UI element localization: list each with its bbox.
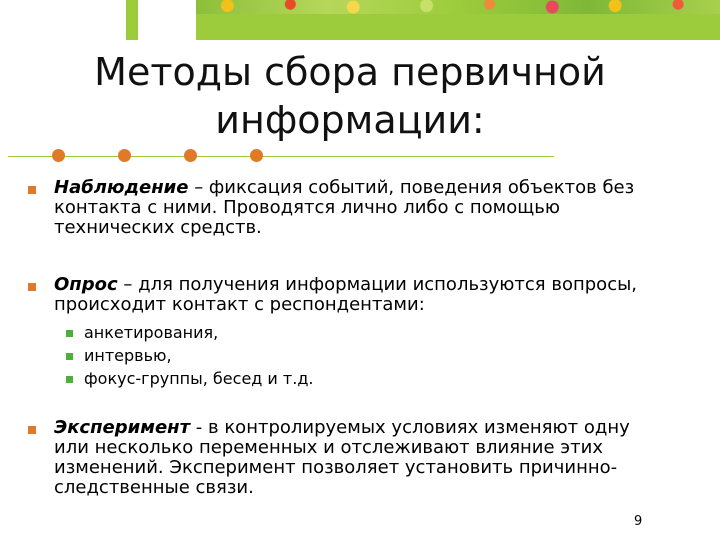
banner-blank <box>0 0 126 40</box>
item-separator: – <box>188 177 209 198</box>
item-term: Наблюдение <box>54 177 189 198</box>
divider-dot <box>118 149 131 162</box>
sub-bullet-icon <box>66 353 73 360</box>
sub-bullet-icon <box>66 330 73 337</box>
divider-dot <box>52 149 65 162</box>
slide-title <box>60 48 640 144</box>
list-item-observation <box>54 178 634 238</box>
item-line: технических средств. <box>54 217 262 238</box>
item-line: или несколько переменных и отслеживают влияние этих <box>54 437 604 458</box>
banner-green-band <box>196 14 720 40</box>
divider-dot <box>250 149 263 162</box>
title-divider <box>8 156 554 157</box>
bullet-icon <box>28 186 36 194</box>
divider-dot <box>184 149 197 162</box>
banner-gap <box>138 0 196 40</box>
item-line: следственные связи. <box>54 477 254 498</box>
banner-green-strip <box>126 0 138 40</box>
item-term: Эксперимент <box>54 417 191 438</box>
list-item-experiment <box>54 418 630 498</box>
item-text: для получения информации используются вопросы, <box>138 274 638 295</box>
bullet-icon <box>28 426 36 434</box>
item-text: фиксация событий, поведения объектов без <box>208 177 635 198</box>
list-item-survey <box>54 275 637 315</box>
title-line-2: информации: <box>215 98 485 142</box>
item-line: контакта с ними. Проводятся лично либо с помощью <box>54 197 560 218</box>
sub-list-item: фокус-группы, бесед и т.д. <box>84 369 314 388</box>
item-text: в контролируемых условиях изменяют одну <box>207 417 630 438</box>
sub-bullet-icon <box>66 376 73 383</box>
item-term: Опрос <box>54 274 118 295</box>
item-line <box>54 275 637 295</box>
item-line <box>54 418 630 438</box>
item-line <box>54 178 634 198</box>
item-separator: - <box>190 417 208 438</box>
item-line: происходит контакт с респондентами: <box>54 294 425 315</box>
title-line-1: Методы сбора первичной <box>94 50 606 94</box>
item-separator: – <box>117 274 139 295</box>
flower-decoration-image <box>196 0 720 14</box>
bullet-icon <box>28 283 36 291</box>
page-number: 9 <box>634 514 643 529</box>
item-line: изменений. Эксперимент позволяет установить причинно- <box>54 457 618 478</box>
sub-list-item: анкетирования, <box>84 323 219 342</box>
sub-list-item: интервью, <box>84 346 172 365</box>
header-banner <box>0 0 720 40</box>
